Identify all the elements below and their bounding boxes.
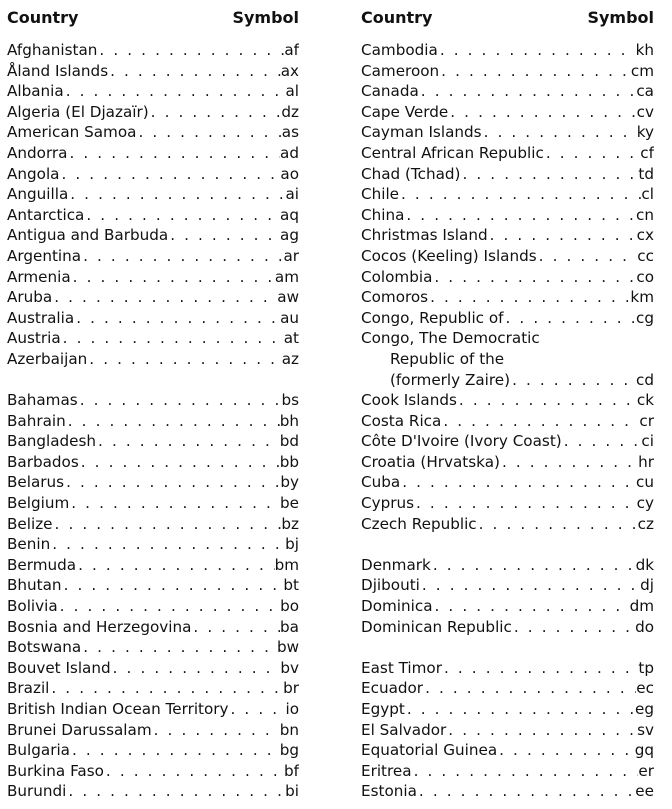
country-symbol: ad [280, 143, 299, 162]
leader-dots [81, 246, 283, 267]
list-item [7, 658, 299, 679]
list-item [7, 431, 299, 452]
leader-dots [66, 411, 280, 432]
country-name: Cyprus [361, 494, 415, 513]
country-name: Brunei Darussalam [7, 720, 152, 739]
country-symbol: ca [636, 82, 654, 101]
list-item [7, 678, 299, 699]
country-symbol: bv [280, 658, 299, 677]
country-symbol: sv [637, 720, 654, 739]
country-symbol: ax [280, 61, 299, 80]
group-b [7, 390, 299, 802]
country-name: Estonia [361, 782, 417, 801]
leader-dots [423, 678, 636, 699]
country-name: Benin [7, 535, 51, 554]
country-symbol: bm [274, 555, 299, 574]
leader-dots [97, 40, 284, 61]
leader-dots [52, 287, 277, 308]
leader-dots [442, 658, 638, 679]
leader-dots [149, 102, 282, 123]
leader-dots [74, 308, 280, 329]
leader-dots [457, 390, 637, 411]
country-symbol: aw [277, 288, 299, 307]
country-symbol: kh [635, 41, 654, 59]
country-name: Equatorial Guinea [361, 741, 498, 760]
country-name: Egypt [361, 700, 405, 718]
country-symbol: dz [281, 102, 299, 121]
country-name: Chile [361, 185, 400, 204]
leader-dots [59, 164, 280, 185]
leader-dots [70, 740, 280, 761]
list-item [361, 596, 654, 617]
country-name: (formerly Zaire) [390, 370, 511, 389]
country-symbol: dk [635, 555, 654, 574]
country-symbol: bf [284, 761, 299, 780]
leader-dots [399, 184, 641, 205]
list-item [7, 514, 299, 535]
group-a [7, 40, 299, 370]
leader-dots [512, 617, 635, 638]
country-symbol: am [274, 267, 299, 286]
leader-dots [412, 761, 639, 782]
leader-dots [404, 205, 636, 226]
country-symbol: ao [280, 164, 299, 183]
country-symbol: bb [279, 452, 299, 471]
leader-dots [71, 267, 275, 288]
list-item [361, 472, 654, 493]
leader-dots [497, 740, 635, 761]
country-symbol: km [630, 288, 654, 307]
country-name: El Salvador [361, 720, 447, 739]
list-item [7, 534, 299, 555]
list-item [361, 411, 654, 432]
country-name: Côte D'Ivoire (Ivory Coast) [361, 432, 562, 451]
country-name: Australia [7, 308, 75, 327]
country-symbol: ci [641, 432, 654, 451]
leader-dots [400, 472, 636, 493]
country-symbol: cf [640, 143, 654, 162]
list-item [7, 555, 299, 576]
country-name: Central African Republic [361, 143, 544, 162]
leader-dots [510, 370, 636, 391]
list-item [7, 699, 299, 720]
leader-dots [79, 452, 280, 473]
leader-dots [67, 143, 280, 164]
group-e [361, 658, 654, 802]
list-item [361, 740, 654, 761]
group-c [361, 40, 654, 328]
country-name: Anguilla [7, 185, 69, 204]
country-name: Burkina Faso [7, 761, 104, 780]
list-item [7, 390, 299, 411]
leader-dots [62, 575, 284, 596]
leader-dots [419, 81, 637, 102]
leader-dots [152, 720, 280, 741]
country-name: Åland Islands [7, 61, 109, 80]
leader-dots [460, 164, 638, 185]
list-item [361, 431, 654, 452]
country-name: Bangladesh [7, 432, 97, 451]
list-item [7, 411, 299, 432]
country-symbol: bg [279, 741, 299, 760]
leader-dots [446, 720, 637, 741]
country-symbol: bo [280, 597, 299, 616]
country-name: Aruba [7, 288, 53, 307]
country-symbol: au [280, 308, 299, 327]
country-name: Antarctica [7, 205, 85, 224]
country-name: Dominican Republic [361, 617, 512, 636]
country-name: Albania [7, 82, 64, 101]
list-item [7, 61, 299, 82]
country-symbol: bh [279, 411, 299, 430]
leader-dots [441, 411, 639, 432]
country-symbol: as [281, 123, 299, 142]
country-symbol: bn [279, 720, 299, 739]
list-item [361, 40, 654, 61]
list-item [7, 617, 299, 638]
country-name: Burundi [7, 782, 67, 801]
list-item [361, 452, 654, 473]
country-name: Austria [7, 329, 61, 348]
list-item [7, 164, 299, 185]
leader-dots [68, 184, 285, 205]
country-name: Brazil [7, 679, 50, 698]
country-name: Congo, Republic of [361, 308, 504, 327]
group-spacer [361, 637, 654, 658]
country-symbol: ec [636, 679, 654, 698]
leader-dots [431, 555, 636, 576]
country-symbol: io [285, 700, 299, 718]
country-symbol: by [280, 473, 299, 492]
country-symbol: cc [637, 246, 654, 265]
country-name: Belize [7, 514, 53, 533]
country-symbol: br [283, 679, 299, 698]
right-column [361, 8, 654, 802]
list-item [361, 555, 654, 576]
leader-dots [108, 61, 281, 82]
country-name: Cambodia [361, 41, 438, 59]
column-header [361, 8, 654, 30]
country-name: Colombia [361, 267, 433, 286]
leader-dots [96, 431, 280, 452]
country-name: East Timor [361, 658, 442, 677]
leader-dots [405, 699, 635, 720]
country-symbol: ag [280, 226, 299, 245]
list-item [361, 246, 654, 267]
list-item [7, 246, 299, 267]
country-name: Cayman Islands [361, 123, 482, 142]
country-name: Algeria (El Djazaïr) [7, 102, 149, 121]
country-symbol: az [281, 349, 299, 368]
list-item [361, 493, 654, 514]
country-name: Andorra [7, 143, 68, 162]
leader-dots [66, 781, 285, 802]
country-name: Barbados [7, 452, 79, 471]
leader-dots [562, 431, 642, 452]
leader-dots [58, 596, 280, 617]
list-item [361, 390, 654, 411]
list-item [7, 349, 299, 370]
country-name: Azerbaijan [7, 349, 88, 368]
country-name: Czech Republic [361, 514, 477, 533]
country-name: Afghanistan [7, 41, 98, 59]
leader-dots [191, 617, 280, 638]
list-item [7, 205, 299, 226]
list-item [7, 40, 299, 61]
list-item [361, 308, 654, 329]
country-symbol: dj [640, 576, 654, 595]
leader-dots [417, 781, 635, 802]
country-name: British Indian Ocean Territory [7, 700, 229, 718]
list-item [361, 761, 654, 782]
leader-dots [111, 658, 281, 679]
list-item [7, 81, 299, 102]
country-symbol: aq [280, 205, 299, 224]
country-symbol: ky [636, 123, 654, 142]
country-name: Dominica [361, 597, 433, 616]
leader-dots [84, 205, 280, 226]
list-item [361, 575, 654, 596]
list-item [7, 267, 299, 288]
country-symbol: cz [637, 514, 654, 533]
country-symbol: ai [285, 185, 299, 204]
country-symbol: er [638, 761, 654, 780]
country-symbol: gq [634, 741, 654, 760]
leader-dots [428, 287, 630, 308]
list-item [361, 225, 654, 246]
leader-dots [53, 514, 282, 535]
leader-dots [78, 390, 282, 411]
leader-dots [433, 596, 630, 617]
country-symbol: bd [279, 432, 299, 451]
leader-dots [448, 102, 636, 123]
list-item [7, 122, 299, 143]
country-name: Denmark [361, 555, 431, 574]
leader-dots [500, 452, 638, 473]
country-name: Comoros [361, 288, 429, 307]
list-item [361, 81, 654, 102]
leader-dots [61, 328, 284, 349]
leader-dots [81, 637, 277, 658]
leader-dots [432, 267, 636, 288]
symbol-header: Symbol [587, 8, 654, 27]
list-item [361, 122, 654, 143]
country-header: Country [7, 8, 79, 27]
country-symbol: bt [283, 576, 299, 595]
leader-dots [64, 472, 280, 493]
country-name: Cocos (Keeling) Islands [361, 246, 537, 265]
left-column [7, 8, 299, 802]
leader-dots [104, 761, 284, 782]
list-item [7, 308, 299, 329]
country-name: Chad (Tchad) [361, 164, 461, 183]
list-item [361, 781, 654, 802]
country-symbol: be [280, 494, 299, 513]
leader-dots [544, 143, 640, 164]
entry-row [361, 370, 654, 391]
country-symbol: ck [636, 391, 654, 410]
list-item [7, 596, 299, 617]
entry-name-line: Republic of the [390, 349, 505, 368]
leader-dots [136, 122, 281, 143]
leader-dots [64, 81, 286, 102]
country-symbol: bs [281, 391, 299, 410]
list-item [7, 740, 299, 761]
country-symbol: cr [639, 411, 654, 430]
country-symbol: dm [629, 597, 654, 616]
country-symbol: bz [281, 514, 299, 533]
country-symbol: al [285, 82, 299, 101]
country-symbol: ee [635, 782, 654, 801]
group-d [361, 555, 654, 637]
list-item [361, 205, 654, 226]
country-symbol: cv [636, 102, 654, 121]
group-c-cont [361, 390, 654, 534]
symbol-header: Symbol [232, 8, 299, 27]
country-symbol: at [283, 329, 299, 348]
list-item [361, 658, 654, 679]
country-symbol: cy [636, 494, 654, 513]
country-symbol: tp [638, 658, 654, 677]
country-name: Bolivia [7, 597, 58, 616]
country-name: Bouvet Island [7, 658, 111, 677]
country-symbol: af [284, 41, 299, 59]
country-name: Antigua and Barbuda [7, 226, 169, 245]
country-symbol: hr [638, 452, 654, 471]
leader-dots [488, 225, 637, 246]
list-item [361, 143, 654, 164]
list-item [361, 514, 654, 535]
list-item [7, 781, 299, 802]
country-symbol: cn [636, 205, 654, 224]
country-symbol: do [635, 617, 654, 636]
country-symbol: cx [636, 226, 654, 245]
entry-name-line: Congo, The Democratic [361, 329, 540, 348]
country-name: Christmas Island [361, 226, 488, 245]
country-name: Djibouti [361, 576, 420, 595]
country-name: Bhutan [7, 576, 62, 595]
list-item [7, 452, 299, 473]
list-item [361, 102, 654, 123]
country-name: American Samoa [7, 123, 137, 142]
country-name: Canada [361, 82, 419, 101]
country-name: Bahrain [7, 411, 66, 430]
list-item [361, 267, 654, 288]
leader-dots [229, 699, 286, 720]
list-item [361, 617, 654, 638]
list-item [361, 184, 654, 205]
country-name: Belarus [7, 473, 65, 492]
country-symbol: cm [630, 61, 654, 80]
country-name: Bosnia and Herzegovina [7, 617, 192, 636]
group-spacer [361, 534, 654, 555]
leader-dots [537, 246, 638, 267]
list-item [7, 225, 299, 246]
country-name: Croatia (Hrvatska) [361, 452, 500, 471]
list-item [361, 699, 654, 720]
country-symbol: eg [635, 700, 654, 718]
country-name: Bahamas [7, 391, 78, 410]
country-name: Belgium [7, 494, 70, 513]
country-name: Cook Islands [361, 391, 457, 410]
list-item [7, 575, 299, 596]
leader-dots [439, 61, 631, 82]
country-name: China [361, 205, 405, 224]
leader-dots [50, 534, 285, 555]
list-item [361, 678, 654, 699]
leader-dots [482, 122, 637, 143]
list-item [361, 287, 654, 308]
country-symbol: cl [641, 185, 654, 204]
list-item [7, 761, 299, 782]
country-symbol: bj [285, 535, 299, 554]
list-item [7, 472, 299, 493]
list-item [7, 102, 299, 123]
country-symbol: cd [636, 370, 654, 389]
country-name: Ecuador [361, 679, 424, 698]
list-item [7, 287, 299, 308]
country-name: Angola [7, 164, 60, 183]
group-spacer [7, 370, 299, 391]
country-symbol: ar [283, 246, 299, 265]
leader-dots [87, 349, 281, 370]
list-item [7, 143, 299, 164]
leader-dots [69, 493, 280, 514]
leader-dots [49, 678, 283, 699]
country-symbol: td [638, 164, 654, 183]
country-symbol: co [636, 267, 654, 286]
leader-dots [414, 493, 637, 514]
country-name: Costa Rica [361, 411, 442, 430]
country-symbol: cu [636, 473, 654, 492]
leader-dots [76, 555, 274, 576]
leader-dots [420, 575, 640, 596]
country-name: Argentina [7, 246, 82, 265]
country-name: Bulgaria [7, 741, 70, 760]
list-item [7, 493, 299, 514]
leader-dots [168, 225, 280, 246]
leader-dots [504, 308, 637, 329]
list-item-congo-drc [361, 328, 654, 390]
country-name: Bermuda [7, 555, 77, 574]
country-name: Armenia [7, 267, 71, 286]
list-item [7, 720, 299, 741]
country-header: Country [361, 8, 433, 27]
list-item [7, 184, 299, 205]
list-item [361, 720, 654, 741]
country-symbol: bw [276, 638, 299, 657]
list-item [7, 637, 299, 658]
column-header [7, 8, 299, 30]
country-name: Cameroon [361, 61, 440, 80]
country-symbol: ba [280, 617, 299, 636]
list-item [361, 61, 654, 82]
country-symbol: cg [636, 308, 654, 327]
country-symbol: bi [285, 782, 299, 801]
leader-dots [477, 514, 638, 535]
country-name: Cape Verde [361, 102, 449, 121]
leader-dots [438, 40, 636, 61]
list-item [361, 164, 654, 185]
country-name: Eritrea [361, 761, 412, 780]
country-name: Cuba [361, 473, 401, 492]
list-item [7, 328, 299, 349]
country-name: Botswana [7, 638, 82, 657]
